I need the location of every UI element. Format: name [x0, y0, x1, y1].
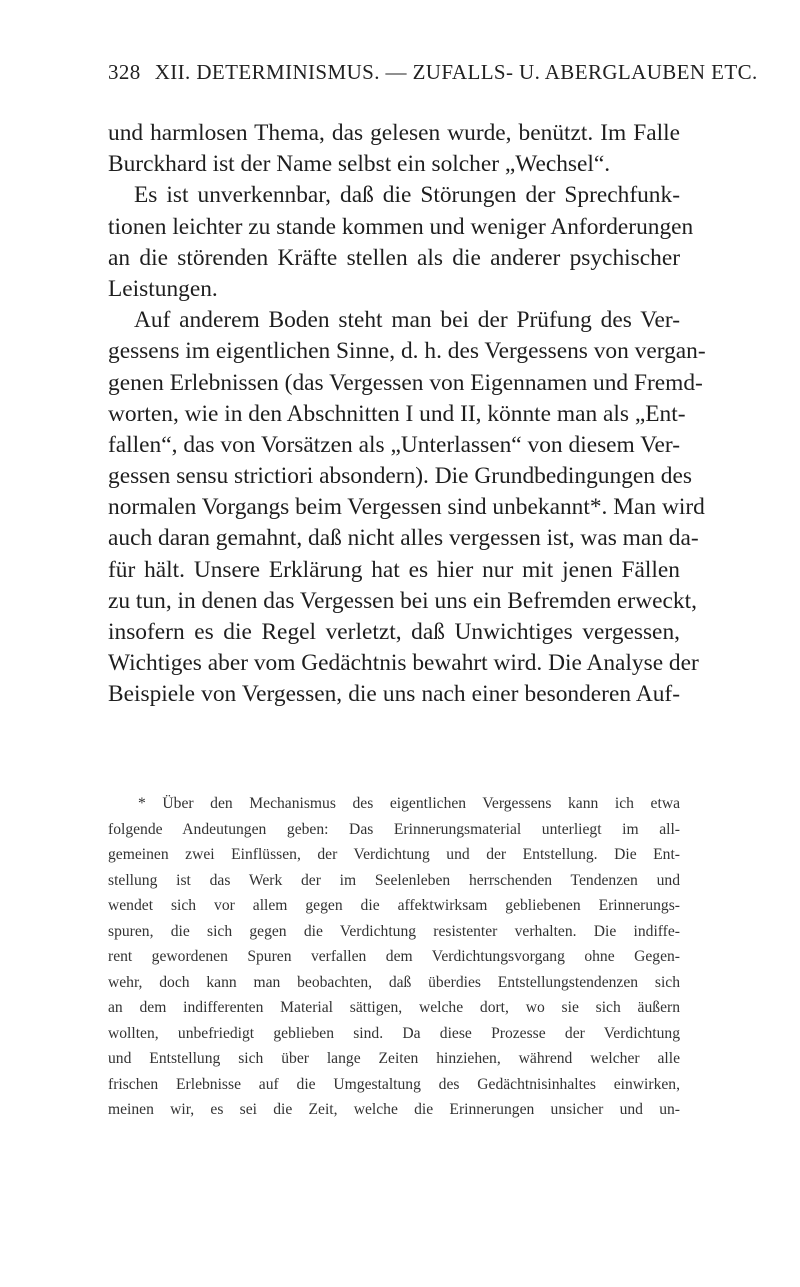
text-line: normalen Vorgangs beim Vergessen sind unbekannt*. Man wird [108, 494, 705, 521]
text-line: fallen“, das von Vorsätzen als „Unterlassen“ von diesem Ver- [108, 431, 680, 458]
text-line: Leistungen. [108, 275, 218, 302]
page-number: 328 [108, 60, 141, 84]
footnote-line: stellung ist das Werk der im Seelenleben herrschenden Tendenzen und [108, 871, 680, 889]
footnote-line: spuren, die sich gegen die Verdichtung resistenter verhalten. Die indiffe- [108, 922, 680, 940]
text-line: Wichtiges aber vom Gedächtnis bewahrt wird. Die Analyse der [108, 650, 699, 677]
footnote [108, 791, 680, 1123]
running-header [108, 60, 758, 85]
text-line: tionen leichter zu stande kommen und weniger Anforderungen [108, 213, 694, 240]
text-line: Auf anderem Boden steht man bei der Prüfung des Ver- [134, 307, 680, 334]
text-line: Burckhard ist der Name selbst ein solcher „Wechsel“. [108, 151, 611, 178]
footnote-line: wendet sich vor allem gegen die affektwirksam gebliebenen Erinnerungs- [108, 897, 680, 914]
footnote-line: an dem indifferenten Material sättigen, welche dort, wo sie sich äußern [108, 999, 680, 1016]
footnote-line: gemeinen zwei Einflüssen, der Verdichtung und der Entstellung. Die Ent- [108, 846, 680, 863]
text-line: gessens im eigentlichen Sinne, d. h. des Vergessens von vergan- [108, 338, 706, 365]
footnote-line: wehr, doch kann man beobachten, daß überdies Entstellungstendenzen sich [108, 973, 680, 991]
text-line: insofern es die Regel verletzt, daß Unwichtiges vergessen, [108, 619, 680, 645]
text-line: zu tun, in denen das Vergessen bei uns ein Befremden erweckt, [108, 587, 697, 614]
text-line: Beispiele von Vergessen, die uns nach einer besonderen Auf- [108, 681, 680, 708]
footnote-line: folgende Andeutungen geben: Das Erinnerungsmaterial unterliegt im all- [108, 820, 680, 838]
footnote-line: und Entstellung sich über lange Zeiten hinziehen, während welcher alle [108, 1050, 680, 1067]
text-line: Es ist unverkennbar, daß die Störungen der Sprechfunk- [134, 182, 680, 209]
text-line: für hält. Unsere Erklärung hat es hier nur mit jenen Fällen [108, 556, 680, 583]
footnote-line: meinen wir, es sei die Zeit, welche die Erinnerungen unsicher und un- [108, 1101, 680, 1118]
footnote-line: wollten, unbefriedigt geblieben sind. Da diese Prozesse der Verdichtung [108, 1024, 680, 1042]
text-line: worten, wie in den Abschnitten I und II, könnte man als „Ent- [108, 400, 686, 427]
text-line: auch daran gemahnt, daß nicht alles vergessen ist, was man da- [108, 525, 699, 552]
text-line: gessen sensu strictiori absondern). Die Grundbedingungen des [108, 463, 692, 490]
text-line: an die störenden Kräfte stellen als die anderer psychischer [108, 244, 680, 271]
text-line: genen Erlebnissen (das Vergessen von Eigennamen und Fremd- [108, 369, 703, 396]
text-line: und harmlosen Thema, das gelesen wurde, benützt. Im Falle [108, 120, 680, 146]
footnote-line: frischen Erlebnisse auf die Umgestaltung des Gedächtnisinhaltes einwirken, [108, 1075, 680, 1093]
footnote-line: * Über den Mechanismus des eigentlichen Vergessens kann ich etwa [138, 795, 680, 812]
main-text [108, 118, 706, 711]
footnote-line: rent gewordenen Spuren verfallen dem Verdichtungsvorgang ohne Gegen- [108, 948, 680, 965]
running-title: XII. DETERMINISMUS. — ZUFALLS- U. ABERGLAUBEN ETC. [154, 60, 758, 84]
